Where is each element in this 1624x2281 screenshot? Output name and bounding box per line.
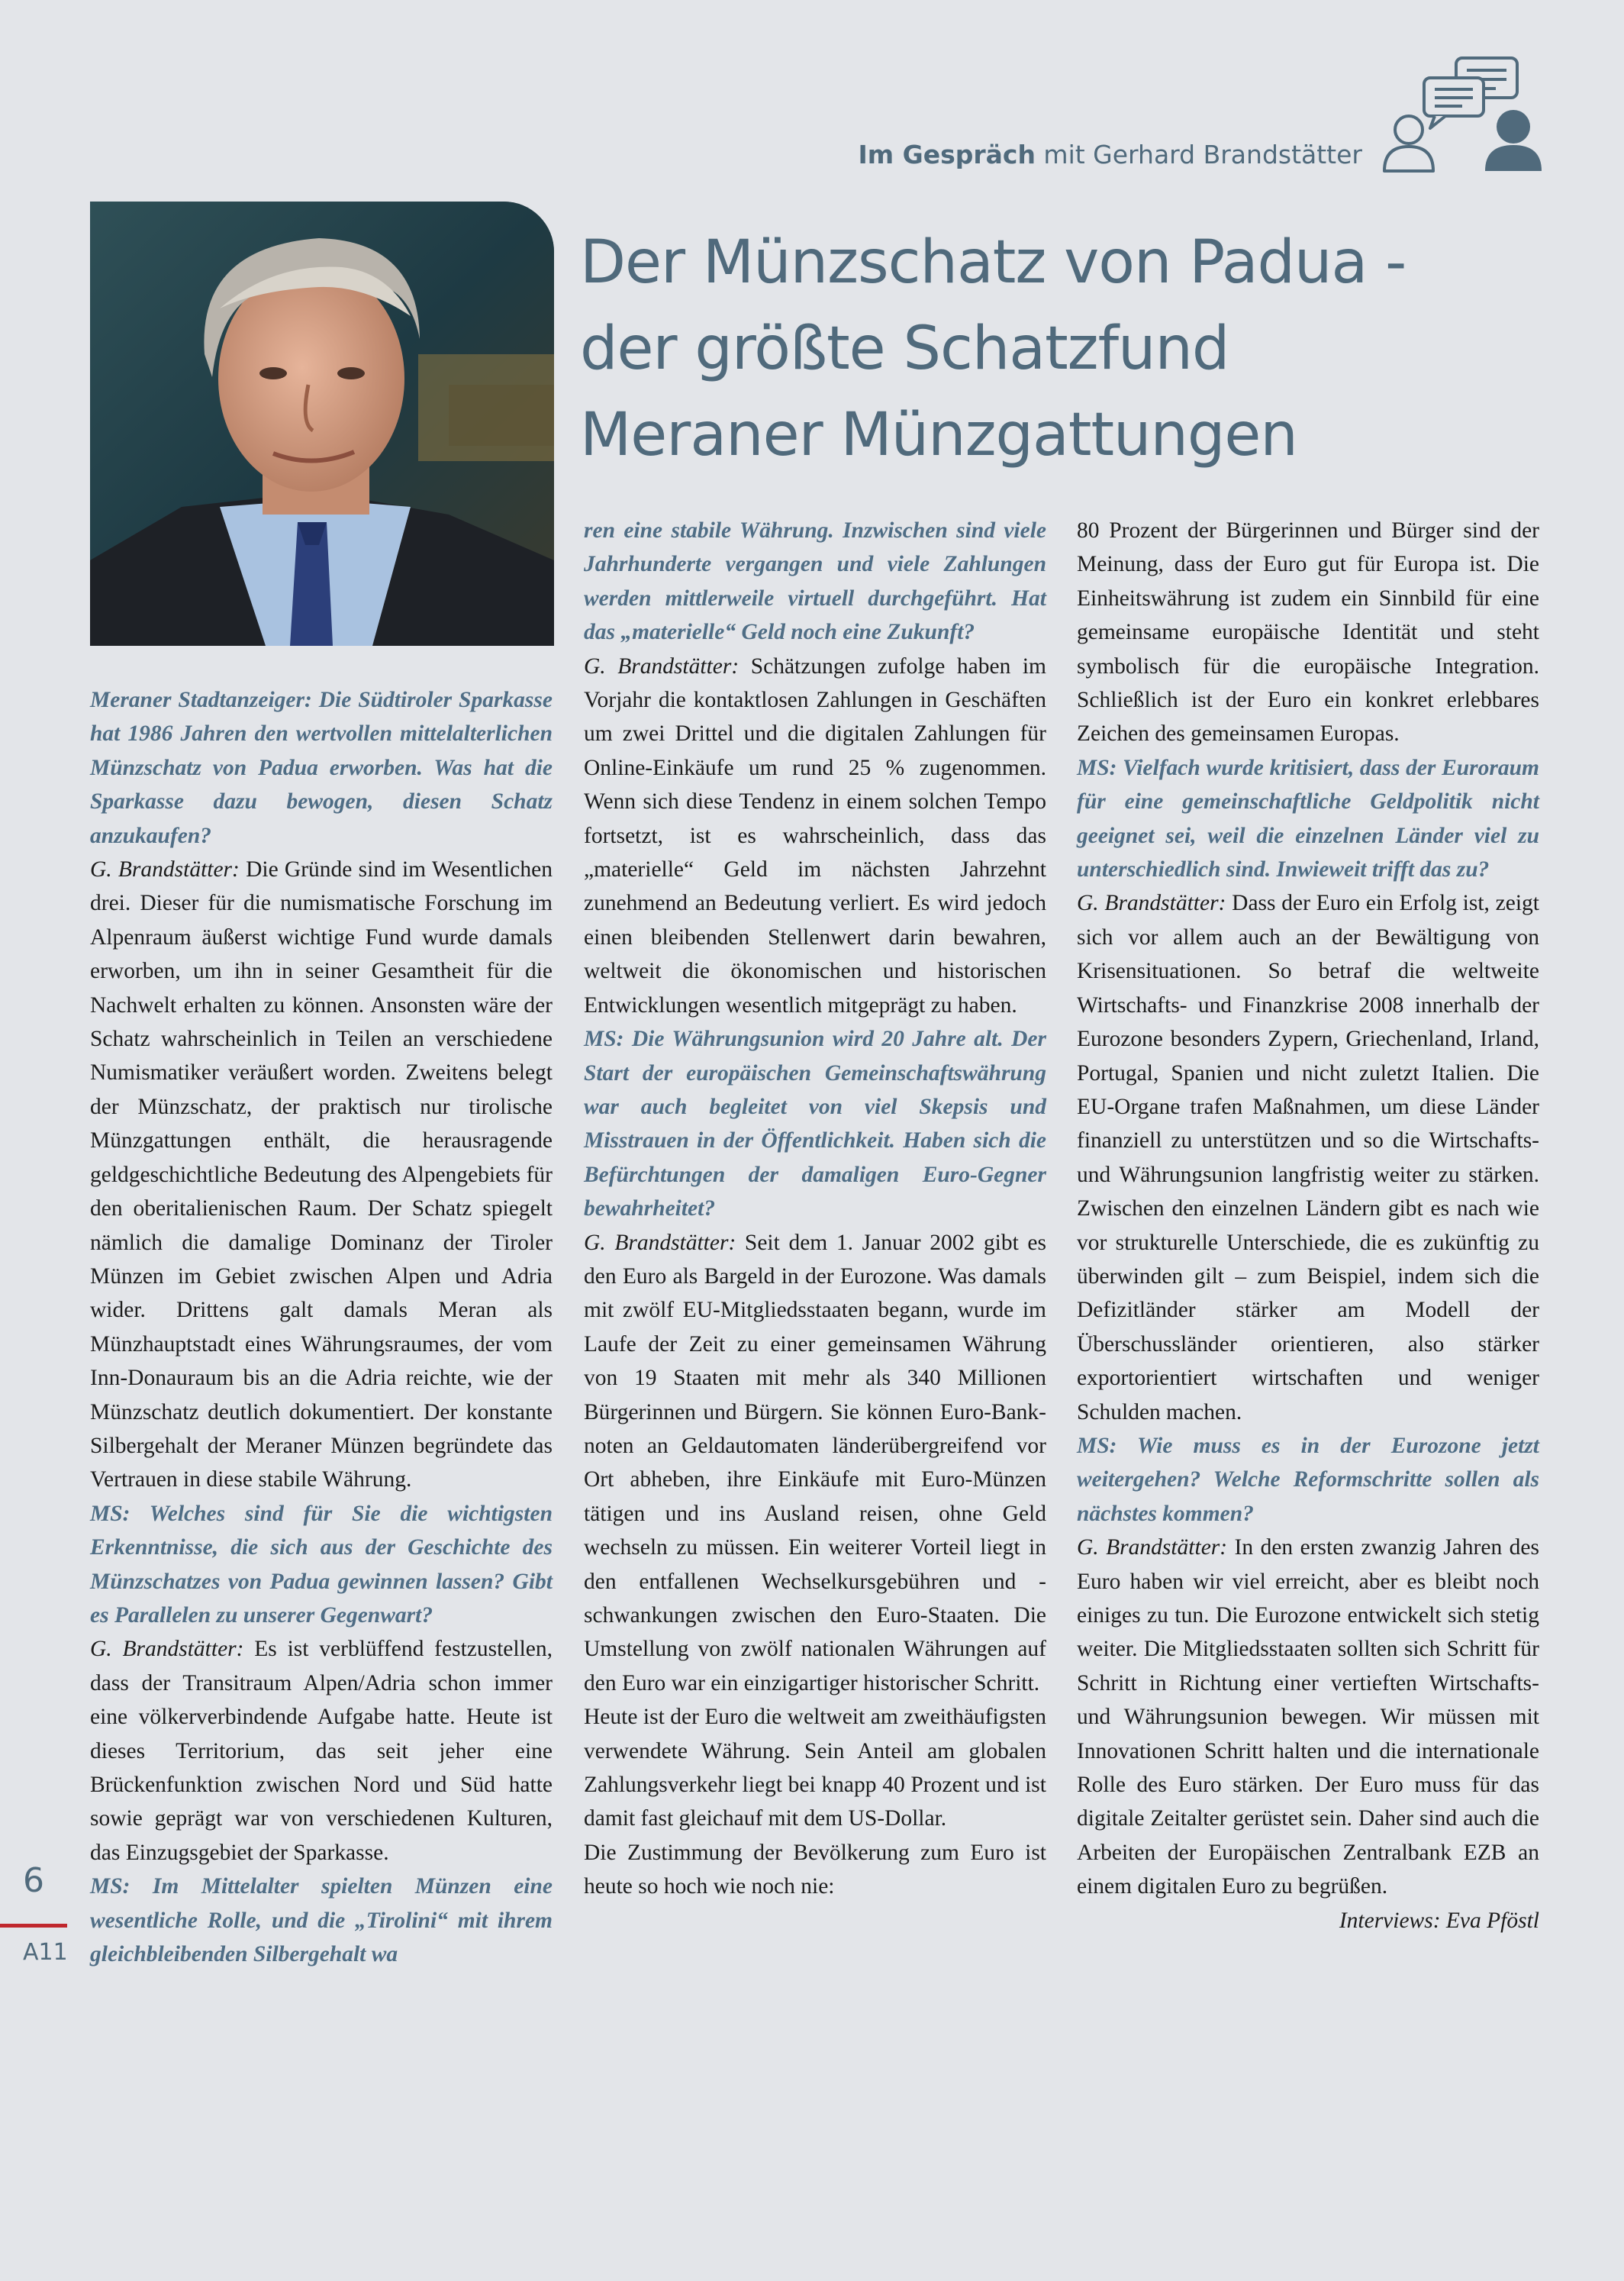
speaker-label: G. Brandstätter: (90, 1637, 244, 1662)
answer-paragraph (584, 650, 1046, 1022)
question-paragraph: MS: Im Mittelalter spielten Münzen eine wesentliche Rolle, und die „Tirolini“ mit ihrem gleichbleibenden Silbergehalt wa (90, 1874, 553, 1967)
page-number-rule (0, 1924, 67, 1928)
answer-paragraph (584, 1700, 1046, 1836)
answer-text: In den ersten zwanzig Jahren des Euro haben wir viel erreicht, aber es bleibt noch einiges zu tun. Die Eurozone entwickelt sich stetig weiter. Die Mitgliedsstaaten sollten sich Schritt für Schritt in Richtung einer vertieften Wirtschafts- und Währungsunion bewegen. Wir müssen mit Innovationen Schritt halten und die internationale Rolle des Euro stärken. Der Euro muss für das digitale Zeitalter gerüstet sein. Daher sind auch die Arbeiten der Europäischen Zentralbank EZB an einem digitalen Euro zu begrüßen. (1077, 1535, 1539, 1899)
text-column-2 (584, 514, 1046, 1904)
question-paragraph: MS: Vielfach wurde kritisiert, dass der Euroraum für eine gemeinschaftliche Geldpolitik nicht geeignet sei, weil die einzelnen Länder viel zu unterschiedlich sind. Inwieweit trifft das zu? (1077, 755, 1539, 882)
text-column-3 (1077, 514, 1539, 1937)
article-title (580, 220, 1572, 479)
answer-text: Heute ist der Euro die weltweit am zweithäufigsten verwendete Währung. Sein Anteil am globalen Zahlungsverkehr liegt bei knapp 40 Prozent und ist damit fast gleichauf mit dem US-Dollar. (584, 1705, 1046, 1831)
answer-paragraph (90, 1632, 553, 1870)
section-header-rest: mit Gerhard Brandstätter (1035, 140, 1362, 169)
conversation-people-icon (1374, 55, 1549, 177)
title-line-2: der größte Schatzfund (580, 315, 1229, 383)
question-paragraph: Meraner Stadtanzeiger: Die Südtiroler Sparkasse hat 1986 Jahren den wertvollen mittelalterlichen Münzschatz von Padua erworben. Was hat die Sparkasse dazu bewogen, diesen Schatz anzukaufen? (90, 688, 553, 848)
speaker-label: G. Brandstätter: (584, 653, 740, 679)
speaker-label: G. Brandstätter: (1077, 891, 1226, 916)
answer-paragraph (1077, 886, 1539, 1429)
answer-paragraph (1077, 514, 1539, 751)
page-number: 6 (23, 1861, 44, 1900)
answer-paragraph (90, 853, 553, 1497)
answer-paragraph (1077, 1531, 1539, 1903)
text-column-1 (90, 683, 553, 1971)
answer-text: Schätzungen zufolge haben im Vorjahr die kontaktlosen Zahlungen in Geschäften um zwei Drittel und die digitalen Zahlungen für Online-Einkäufe um rund 25 % zugenommen. Wenn sich diese Tendenz in einem solchen Tempo fortsetzt, ist es wahrscheinlich, dass das „materielle“ Geld im nächsten Jahrzehnt zunehmend an Bedeutung verliert. Es wird jedoch einen bleibenden Stellenwert darin bewahren, weltweit die ökonomischen und historischen Entwicklungen wesentlich mitgeprägt zu haben. (584, 653, 1046, 1018)
title-line-1: Der Münzschatz von Padua - (580, 228, 1406, 297)
interview-credit: Interviews: Eva Pföstl (1339, 1908, 1539, 1933)
page-code: A11 (23, 1939, 68, 1966)
speaker-label: G. Brandstätter: (584, 1230, 736, 1255)
question-paragraph: MS: Welches sind für Sie die wichtigsten Erkenntnisse, die sich aus der Geschichte des Münzschatzes von Padua gewinnen lassen? Gibt es Parallelen zu unserer Gegenwart? (90, 1501, 553, 1628)
question-paragraph: ren eine stabile Währung. Inzwischen sind viele Jahrhunderte vergangen und viele Zahlungen werden mittlerweile virtuell durchgeführt. Hat das „materielle“ Geld noch eine Zukunft? (584, 518, 1046, 645)
answer-text: Seit dem 1. Januar 2002 gibt es den Euro als Bargeld in der Eurozone. Was damals mit zwölf EU-Mitgliedsstaaten begann, wurde im Laufe der Zeit zu einer gemeinsamen Währung von 19 Staaten mit mehr als 340 Millionen Bürgerinnen und Bürgern. Sie können Euro-Banknoten an Geldautomaten länderübergreifend vor Ort abheben, ihre Einkäufe mit Euro-Münzen tätigen und ins Ausland reisen, ohne Geld wechseln zu müssen. Ein weiterer Vorteil liegt in den entfallenen Wechselkursgebühren und -schwankungen zwischen den Euro-Staaten. Die Umstellung von zwölf nationalen Währungen auf den Euro war ein einzigartiger historischer Schritt. (584, 1230, 1046, 1695)
answer-text: 80 Prozent der Bürgerinnen und Bürger sind der Meinung, dass der Euro gut für Europa ist. Die Einheitswährung ist zudem ein Sinnbild für eine gemeinsame europäische Identität und steht symbolisch für die europäische Integration. Schließlich ist der Euro ein konkret erlebbares Zeichen des gemeinsamen Europas. (1077, 518, 1539, 747)
speaker-label: G. Brandstätter: (1077, 1535, 1228, 1560)
answer-text: Die Zustimmung der Bevölkerung zum Euro ist heute so hoch wie noch nie: (584, 1840, 1046, 1899)
portrait-photo (90, 202, 554, 646)
section-header-bold: Im Gespräch (858, 140, 1036, 169)
answer-text: Die Gründe sind im Wesentlichen drei. Dieser für die numismatische Forschung im Alpenraum äußerst wichtige Fund wurde damals erworben, um ihn in seiner Gesamtheit für die Nachwelt erhalten zu können. Ansonsten wäre der Schatz wahrscheinlich in Teilen an verschiedene Numismatiker veräußert worden. Zweitens belegt der Münzschatz, der praktisch nur tirolische Münzgattungen enthält, die herausragende geldgeschichtliche Bedeutung des Alpengebiets für den oberitalienischen Raum. Der Schatz spiegelt nämlich die damalige Dominanz der Tiroler Münzen im Gebiet zwischen Alpen und Adria wider. Drittens galt damals Meran als Münzhauptstadt eines Währungsraumes, der vom Inn-Donauraum bis an die Adria reichte, wie der Münzschatz deutlich dokumentiert. Der konstante Silbergehalt der Meraner Münzen begründete das Vertrauen in diese stabile Währung. (90, 857, 553, 1492)
answer-paragraph (584, 1226, 1046, 1701)
section-header (858, 140, 1362, 169)
title-line-3: Meraner Münzgattungen (580, 401, 1297, 469)
question-paragraph: MS: Die Währungsunion wird 20 Jahre alt. Der Start der europäischen Gemeinschaftswährung war auch begleitet von viel Skepsis und Misstrauen in der Öffentlichkeit. Haben sich die Befürchtungen der damaligen Euro-Gegner bewahrheitet? (584, 1027, 1046, 1221)
question-paragraph: MS: Wie muss es in der Eurozone jetzt weitergehen? Welche Reformschritte sollen als nächstes kommen? (1077, 1433, 1539, 1526)
answer-paragraph (584, 1836, 1046, 1904)
answer-text: Es ist verblüffend festzustellen, dass der Transitraum Alpen/Adria schon immer eine völkerverbindende Aufgabe hatte. Heute ist dieses Territorium, das seit jeher eine Brückenfunktion zwischen Nord und Süd hatte sowie geprägt war von verschiedenen Kulturen, das Einzugsgebiet der Sparkasse. (90, 1637, 553, 1865)
speaker-label: G. Brandstätter: (90, 857, 240, 882)
answer-text: Dass der Euro ein Erfolg ist, zeigt sich vor allem auch an der Bewältigung von Krisensituationen. So betraf die weltweite Wirtschafts- und Finanzkrise 2008 innerhalb der Eurozone besonders Zypern, Griechenland, Irland, Portugal, Spanien und nicht zuletzt Italien. Die EU-Organe trafen Maßnahmen, um diese Länder finanziell zu unterstützen und so die Wirtschafts- und Währungsunion langfristig weiter zu stärken. Zwischen den einzelnen Ländern gibt es nach wie vor strukturelle Unterschiede, die es zukünftig zu überwinden gilt – zum Beispiel, indem sich die Defizitländer stärker am Modell der Überschussländer orientieren, also stärker exportorientiert wirtschaften und weniger Schulden machen. (1077, 891, 1539, 1424)
